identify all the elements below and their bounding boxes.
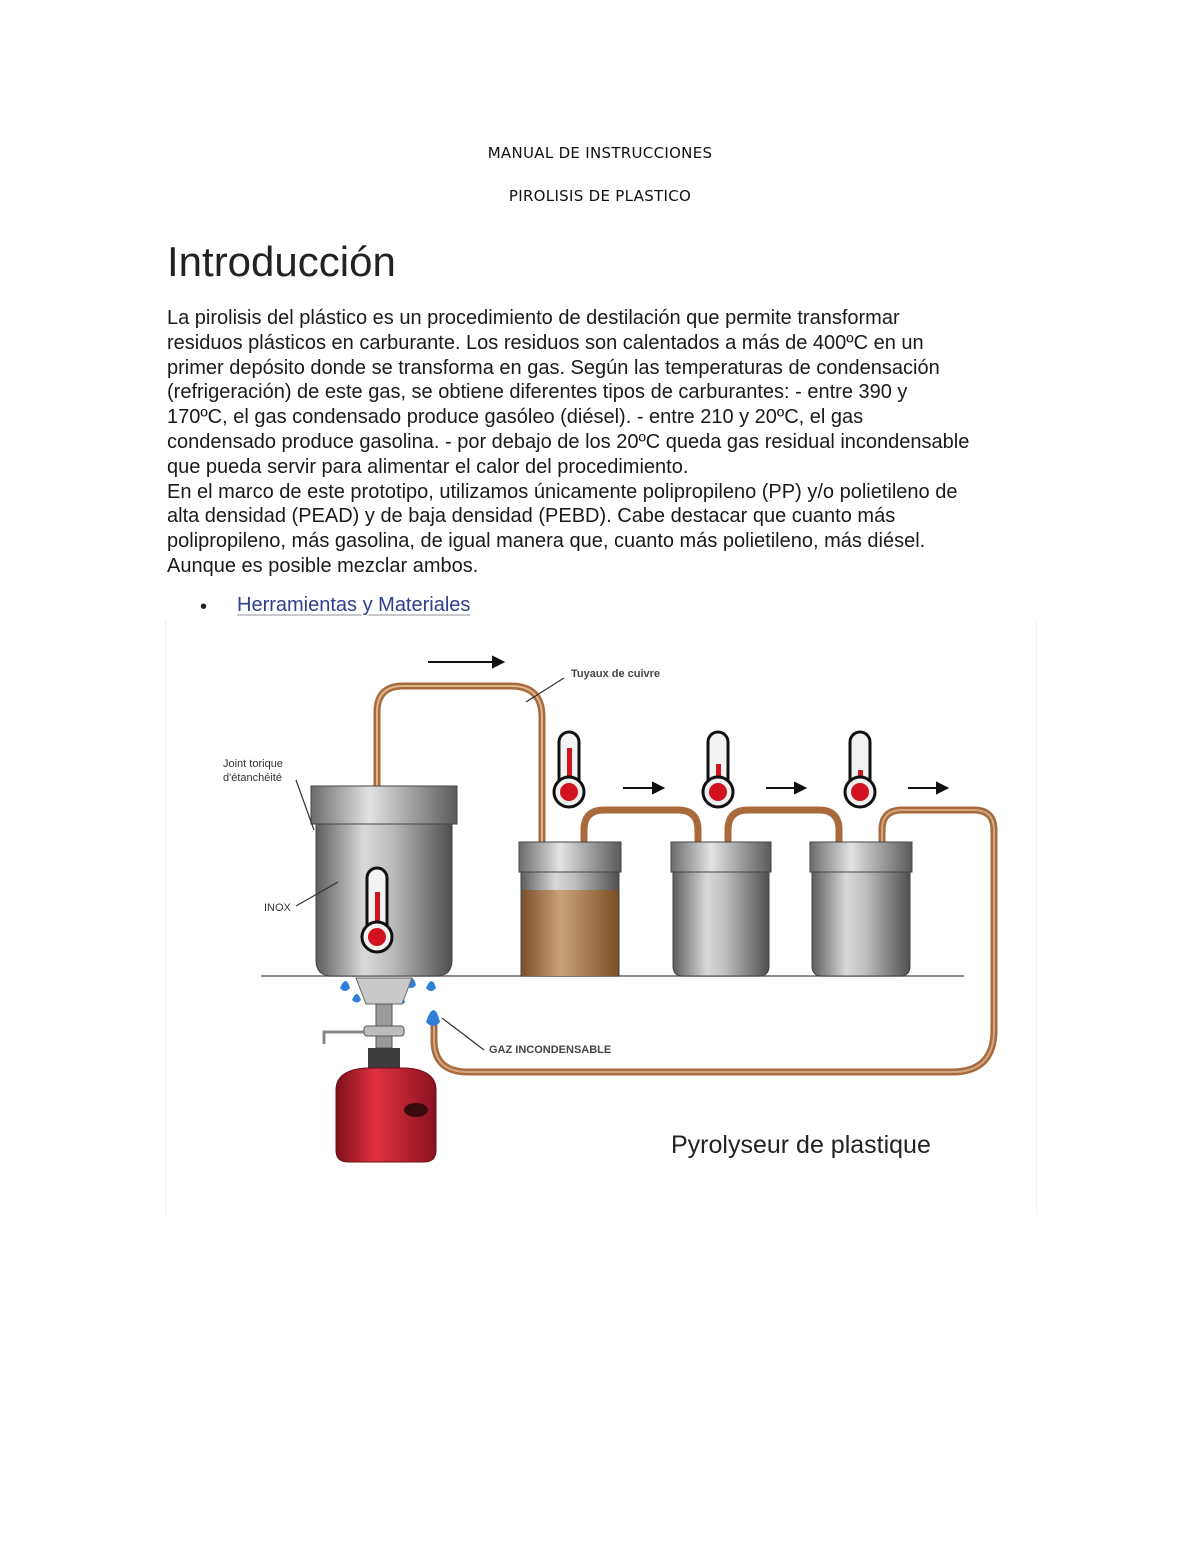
body-line: (refrigeración) de este gas, se obtiene diferentes tipos de carburantes: - entre 390 y bbox=[167, 381, 908, 404]
condenser-2-thermometer bbox=[703, 732, 733, 807]
pyrolyser-diagram bbox=[165, 620, 1037, 1215]
intro-heading: Introducción bbox=[167, 238, 396, 285]
manual-subtitle: PIROLISIS DE PLASTICO bbox=[508, 187, 692, 205]
copper-pipe-link-1 bbox=[584, 810, 698, 842]
gas-stove bbox=[324, 978, 412, 1070]
flow-arrow bbox=[908, 783, 947, 793]
body-line: condensado produce gasolina. - por debajo de los 20ºC queda gas residual incondensable bbox=[167, 430, 970, 453]
diagram-caption: Pyrolyseur de plastique bbox=[671, 1131, 931, 1159]
label-incondensable-gas: GAZ INCONDENSABLE bbox=[489, 1044, 612, 1056]
label-joint-line1: Joint torique bbox=[223, 758, 283, 770]
incondensable-gas-flame bbox=[426, 1010, 440, 1026]
body-line: 170ºC, el gas condensado produce gasóleo (diésel). - entre 210 y 20ºC, el gas bbox=[167, 406, 864, 429]
condenser-2 bbox=[671, 842, 771, 976]
body-line: primer depósito donde se transforma en gas. Según las temperaturas de condensación bbox=[167, 356, 940, 379]
bullet-marker: • bbox=[200, 596, 208, 618]
body-line: Aunque es posible mezclar ambos. bbox=[167, 554, 479, 577]
label-inox: INOX bbox=[264, 902, 291, 914]
manual-title: MANUAL DE INSTRUCCIONES bbox=[487, 144, 713, 162]
gas-canister bbox=[336, 1068, 436, 1162]
tools-materials-link[interactable]: Herramientas y Materiales bbox=[237, 594, 471, 616]
condenser-3 bbox=[810, 842, 912, 976]
flow-arrow bbox=[766, 783, 805, 793]
copper-pipe-link-2 bbox=[728, 810, 839, 842]
flow-arrow bbox=[623, 783, 663, 793]
label-copper-pipes: Tuyaux de cuivre bbox=[571, 668, 661, 680]
body-line: residuos plásticos en carburante. Los residuos son calentados a más de 400ºC en un bbox=[167, 331, 924, 354]
body-line: La pirolisis del plástico es un procedimiento de destilación que permite transformar bbox=[167, 307, 900, 329]
condenser-1-thermometer bbox=[554, 732, 584, 807]
condenser-1 bbox=[519, 842, 621, 976]
gas-leader-line bbox=[442, 1018, 484, 1050]
condenser-3-thermometer bbox=[845, 732, 875, 807]
body-line: alta densidad (PEAD) y de baja densidad (PEBD). Cabe destacar que cuanto más bbox=[167, 505, 896, 528]
intro-body bbox=[167, 306, 1047, 579]
reactor-thermometer bbox=[362, 868, 392, 952]
label-joint-line2: d'étanchéité bbox=[223, 772, 282, 784]
body-line: polipropileno, más gasolina, de igual manera que, cuanto más polietileno, más diésel. bbox=[167, 530, 926, 553]
diagram-svg bbox=[166, 620, 1036, 1215]
body-line: En el marco de este prototipo, utilizamos únicamente polipropileno (PP) y/o polietileno de bbox=[167, 480, 958, 503]
body-line: que pueda servir para alimentar el calor del procedimiento. bbox=[167, 455, 689, 478]
flow-arrow bbox=[428, 657, 503, 667]
